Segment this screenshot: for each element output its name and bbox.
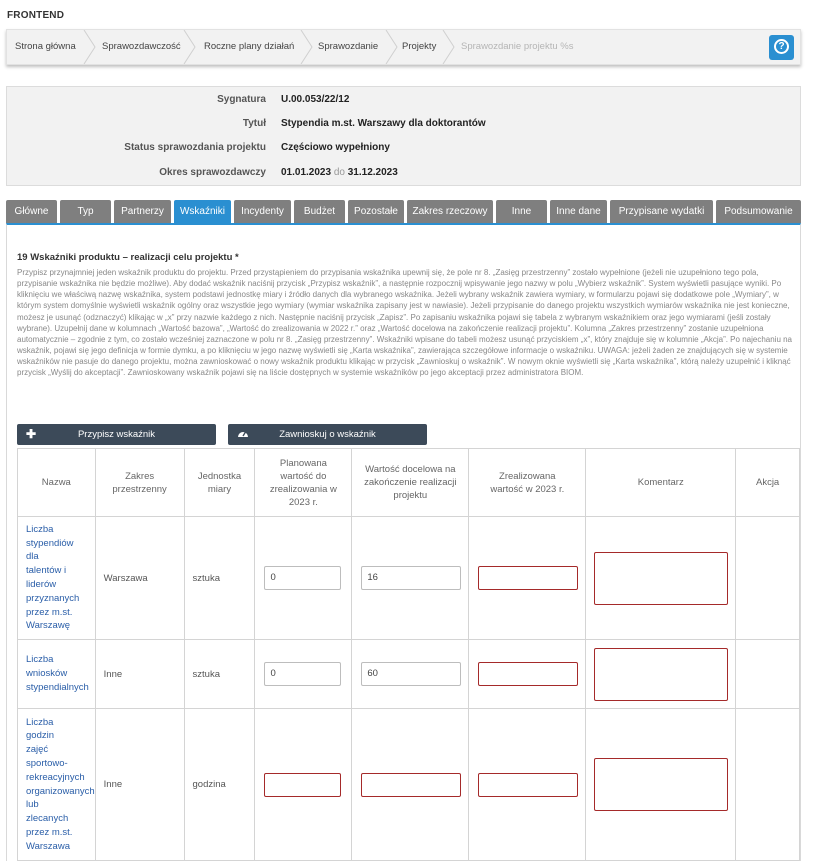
realized-value-input[interactable] <box>478 662 578 686</box>
chevron-right-icon <box>385 30 399 64</box>
table-row <box>18 640 800 709</box>
realized-value-input[interactable] <box>478 773 578 797</box>
indicator-name-link[interactable]: Liczba wniosków stypendialnych <box>18 640 96 709</box>
col-header-comment: Komentarz <box>586 449 736 517</box>
tab-type[interactable]: Typ <box>60 200 111 224</box>
tab-misc[interactable]: Inne <box>496 200 547 224</box>
table-header-row <box>18 449 800 517</box>
title-value: Stypendia m.st. Warszawy dla doktorantów <box>281 118 486 129</box>
chevron-right-icon <box>300 30 314 64</box>
breadcrumb-item-current: Sprawozdanie projektu %s <box>461 41 574 52</box>
action-cell <box>736 640 800 709</box>
period-label: Okres sprawozdawczy <box>159 167 266 178</box>
scope-cell: Inne <box>95 709 184 861</box>
section-instructions: Przypisz przynajmniej jeden wskaźnik produktu do projektu. Przed przystąpieniem do przypisania wskaźnika upewnij się, że pole nr 8. „Zasięg przestrzenny” zostało wypełnione (jeżeli nie uzupełniono tego pola, przypisanie wskaźnika nie będzie możliwe). Aby dodać wskaźnik naciśnij przycisk „Przypisz wskaźnik”, a następnie rozpocznij wpisywanie jego nazwy w polu „Wybierz wskaźnik”. System wyświetli pasujące wyniki. Po kliknięciu we właściwą nazwę wskaźnika, system podstawi jednostkę miary i źródło danych dla wybranego wskaźnika. Jeżeli wybrany wskaźnik zawiera wymiary, w formularzu pojawi się dodatkowe pole „Wymiary”, w którym system domyślnie wyświetli wskaźnik ogólny oraz wszystkie jego wymiary (wymiar wskaźnika zapisany jest w nawiasie). Jeżeli przypisanie do danego projektu wszystkich wymiarów wskaźnika nie jest konieczne, możesz je usunąć (odznaczyć) klikając w „x” przy nazwie każdego z nich. Następnie naciśnij przycisk „Zapisz”. Po zapisaniu wskaźnika pojawi się tabela z wybranym wskaźnikiem oraz jego wymiarami (jeśli zostały wybrane). Uzupełnij dane w kolumnach „Wartość bazowa”, „Wartość do zrealizowania w 2022 r.” oraz „Wartość docelowa na zakończenie realizacji projektu”. Kolumna „Zakres przestrzenny” zostanie uzupełniona automatycznie – zgodnie z tym, co zostało wcześniej zaznaczone w polu nr 8. „Zasięg przestrzenny”. Wskaźniki wpisane do tabeli możesz usunąć przyciskiem „x”, który znajduje się w kolumnie „Akcja”. Po najechaniu na wskaźnik, pojawi się jego definicja w formie dymku, a po kliknięciu w jego nazwę wyświetli się „Karta wskaźnika”, zawierająca szczegółowe informacje o wskaźniku. UWAGA: jeżeli żaden ze znajdujących się w systemie wskaźników nie pasuje do danego projektu, można zawnioskować o nowy wskaźnik produktu klikając w przycisk „Zawnioskuj o wskaźnik”. W nowym oknie wyświetli się „Karta wskaźnika”, którą należy uzupełnić i kliknąć przycisk „Wyślij do akceptacji”. Zawnioskowany wskaźnik pojawi się na liście dostępnych w systemie wskaźników po jego akceptacji przez administratora BIOM. <box>17 268 793 378</box>
target-value-input[interactable]: 16 <box>361 566 461 590</box>
tab-indicators[interactable]: Wskaźniki <box>174 200 231 224</box>
indicators-table <box>17 448 800 861</box>
period-to: 31.12.2023 <box>347 167 398 178</box>
col-header-planned: Planowana wartość do zrealizowania w 2023 r. <box>255 449 352 517</box>
section-title: 19 Wskaźniki produktu – realizacji celu projektu * <box>17 252 239 263</box>
tab-bar <box>6 200 801 224</box>
project-info-panel <box>6 86 801 186</box>
signature-value: U.00.053/22/12 <box>281 94 350 105</box>
breadcrumb-item-report[interactable]: Sprawozdanie <box>318 41 379 52</box>
breadcrumb-item-annual-plans[interactable]: Roczne plany działań <box>204 41 295 52</box>
breadcrumb-item-projects[interactable]: Projekty <box>402 41 437 52</box>
signature-label: Sygnatura <box>217 94 266 105</box>
col-header-realized: Zrealizowana wartość w 2023 r. <box>469 449 586 517</box>
tab-other[interactable]: Pozostałe <box>348 200 404 224</box>
col-header-name: Nazwa <box>18 449 96 517</box>
table-row <box>18 517 800 640</box>
tab-other-data[interactable]: Inne dane <box>550 200 607 224</box>
question-circle-icon: ? <box>774 39 789 54</box>
tab-content-top <box>6 223 801 240</box>
plus-icon: ✚ <box>26 427 37 441</box>
help-button[interactable] <box>769 35 794 60</box>
assign-indicator-button[interactable]: ✚ Przypisz wskaźnik <box>17 424 216 445</box>
app-title: FRONTEND <box>7 10 65 21</box>
action-cell <box>736 517 800 640</box>
title-label: Tytuł <box>242 118 266 129</box>
target-value-input[interactable]: 60 <box>361 662 461 686</box>
planned-value-input[interactable]: 0 <box>264 566 341 590</box>
tab-assigned-expenses[interactable]: Przypisane wydatki <box>610 200 713 224</box>
tab-summary[interactable]: Podsumowanie <box>716 200 801 224</box>
table-row <box>18 709 800 861</box>
action-cell <box>736 709 800 861</box>
scope-cell: Inne <box>95 640 184 709</box>
tab-budget[interactable]: Budżet <box>294 200 345 224</box>
period-value <box>281 167 398 178</box>
period-separator: do <box>333 167 345 178</box>
col-header-scope: Zakres przestrzenny <box>95 449 184 517</box>
indicator-name-link[interactable]: Liczba godzin zajęć sportowo- rekreacyjnych organizowanych lub zlecanych przez m.st. Warszawa <box>18 709 96 861</box>
target-value-input[interactable] <box>361 773 461 797</box>
realized-value-input[interactable] <box>478 566 578 590</box>
comment-textarea[interactable] <box>594 648 728 701</box>
breadcrumb <box>6 29 801 65</box>
chevron-right-icon <box>442 30 456 64</box>
breadcrumb-item-reporting[interactable]: Sprawozdawczość <box>102 41 181 52</box>
comment-textarea[interactable] <box>594 758 728 811</box>
tab-partners[interactable]: Partnerzy <box>114 200 171 224</box>
tab-incidents[interactable]: Incydenty <box>234 200 291 224</box>
unit-cell: sztuka <box>184 517 255 640</box>
chevron-right-icon <box>83 30 97 64</box>
period-from: 01.01.2023 <box>281 167 332 178</box>
indicator-name-link[interactable]: Liczba stypendiów dla talentów i liderów przyznanych przez m.st. Warszawę <box>18 517 96 640</box>
col-header-target: Wartość docelowa na zakończenie realizacji projektu <box>352 449 469 517</box>
status-value: Częściowo wypełniony <box>281 142 390 153</box>
indicators-section <box>6 240 801 861</box>
unit-cell: godzina <box>184 709 255 861</box>
tab-main[interactable]: Główne <box>6 200 57 224</box>
request-indicator-button[interactable]: Zawnioskuj o wskaźnik <box>228 424 427 445</box>
scope-cell: Warszawa <box>95 517 184 640</box>
breadcrumb-item-home[interactable]: Strona główna <box>15 41 76 52</box>
col-header-unit: Jednostka miary <box>184 449 255 517</box>
planned-value-input[interactable]: 0 <box>264 662 341 686</box>
comment-textarea[interactable] <box>594 552 728 605</box>
unit-cell: sztuka <box>184 640 255 709</box>
status-label: Status sprawozdania projektu <box>124 142 266 153</box>
tab-scope[interactable]: Zakres rzeczowy <box>407 200 493 224</box>
planned-value-input[interactable] <box>264 773 341 797</box>
chevron-right-icon <box>183 30 197 64</box>
col-header-action: Akcja <box>736 449 800 517</box>
